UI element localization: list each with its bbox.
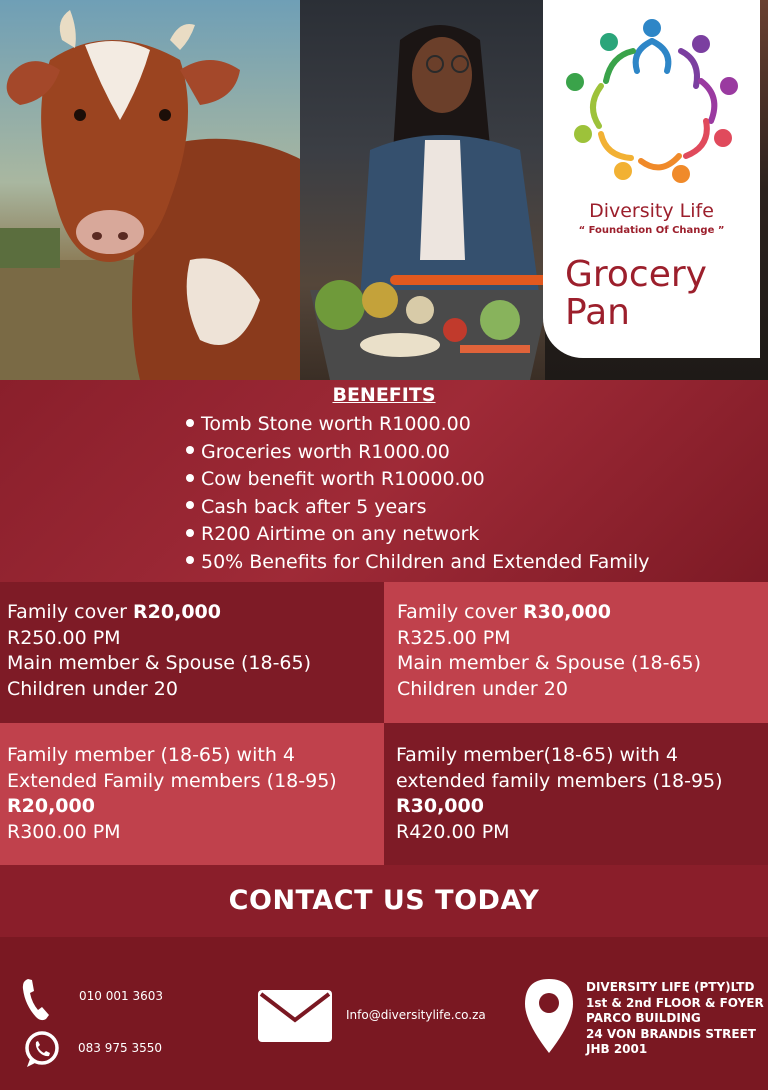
postal-address <box>586 980 764 1058</box>
plan-amount: R30,000 <box>396 795 484 817</box>
phone-number[interactable]: 010 001 3603 <box>79 989 163 1003</box>
plan-family-cover-30000 <box>384 582 768 723</box>
bullet-icon <box>186 446 194 454</box>
plan-members: Main member & Spouse (18-65) <box>397 652 702 674</box>
plan-premium: R300.00 PM <box>7 820 121 843</box>
whatsapp-number[interactable]: 083 975 3550 <box>78 1041 162 1055</box>
email-address[interactable]: Info@diversitylife.co.za <box>346 1008 486 1022</box>
diversity-life-logo-icon <box>561 16 743 186</box>
envelope-icon <box>258 990 332 1042</box>
hero-banner <box>0 0 768 380</box>
plan-description: Family member (18-65) with 4 <box>7 744 295 766</box>
bullet-icon <box>186 556 194 564</box>
plan-title: Family cover R20,000 <box>7 601 221 623</box>
plan-members: Main member & Spouse (18-65) <box>7 652 312 674</box>
benefit-item: R200 Airtime on any network <box>186 521 650 549</box>
plan-amount: R20,000 <box>7 795 95 817</box>
address-line: JHB 2001 <box>586 1042 648 1056</box>
address-line: 24 VON BRANDIS STREET <box>586 1026 756 1041</box>
plan-premium: R250.00 PM <box>7 626 121 649</box>
brand-name: Diversity Life <box>589 200 714 222</box>
plan-description: Family member(18-65) with 4 <box>396 744 678 766</box>
plan-children: Children under 20 <box>397 677 568 700</box>
plan-children: Children under 20 <box>7 677 178 700</box>
contact-heading: CONTACT US TODAY <box>228 885 540 916</box>
benefit-item: Cash back after 5 years <box>186 494 650 522</box>
plan-amount: R30,000 <box>523 601 611 623</box>
plan-premium: R420.00 PM <box>396 820 510 843</box>
plan-extended-30000 <box>384 723 768 865</box>
address-line: 1st & 2nd FLOOR & FOYER <box>586 995 764 1010</box>
benefits-list <box>186 411 650 576</box>
benefits-section <box>0 380 768 582</box>
product-title-line2: Pan <box>565 292 630 333</box>
bullet-icon <box>186 419 194 427</box>
benefit-item: Cow benefit worth R10000.00 <box>186 466 650 494</box>
plan-premium: R325.00 PM <box>397 626 511 649</box>
plan-extended-20000 <box>0 723 384 865</box>
cow-illustration <box>0 0 320 380</box>
brand-tagline: “ Foundation Of Change ” <box>578 225 725 236</box>
bullet-icon <box>186 501 194 509</box>
benefit-item: Groceries worth R1000.00 <box>186 439 650 467</box>
contact-footer <box>0 937 768 1090</box>
brand-logo-card <box>543 0 760 358</box>
address-line: DIVERSITY LIFE (PTY)LTD <box>586 980 755 994</box>
bullet-icon <box>186 529 194 537</box>
plan-description: extended family members (18-95) <box>396 769 723 792</box>
bullet-icon <box>186 474 194 482</box>
benefits-heading: BENEFITS <box>332 384 436 406</box>
whatsapp-icon <box>22 1029 62 1069</box>
plan-title: Family cover R30,000 <box>397 601 611 623</box>
map-pin-icon <box>523 977 575 1055</box>
benefit-item: Tomb Stone worth R1000.00 <box>186 411 650 439</box>
shopper-photo <box>300 0 560 380</box>
product-title <box>565 256 707 332</box>
plan-amount: R20,000 <box>133 601 221 623</box>
contact-heading-band <box>0 865 768 937</box>
benefit-item: 50% Benefits for Children and Extended Family <box>186 549 650 577</box>
shopper-illustration <box>300 0 560 380</box>
phone-icon <box>22 977 50 1023</box>
plan-family-cover-20000 <box>0 582 384 723</box>
cow-photo <box>0 0 320 380</box>
product-title-line1: Grocery <box>565 254 707 295</box>
address-line: PARCO BUILDING <box>586 1011 701 1025</box>
plan-description: Extended Family members (18-95) <box>7 769 337 792</box>
